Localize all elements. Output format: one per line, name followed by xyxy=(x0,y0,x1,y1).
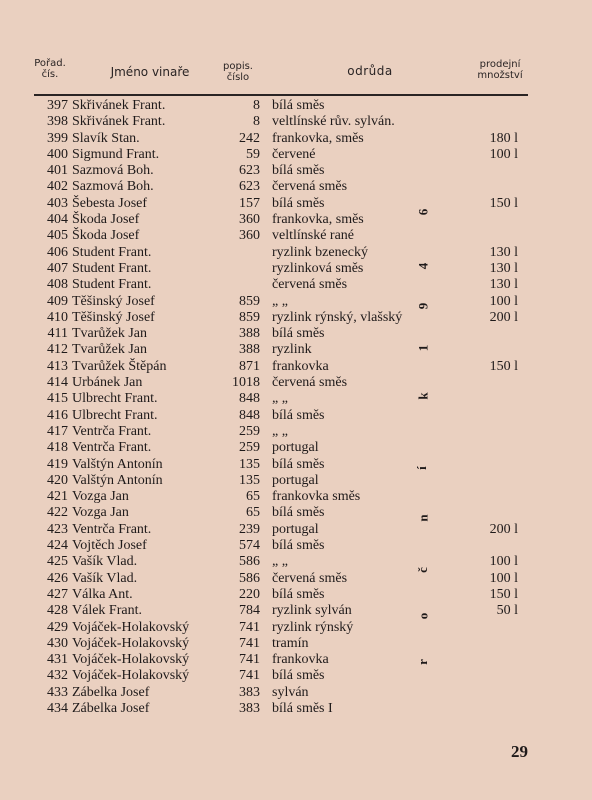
row-number: 407 xyxy=(47,260,68,276)
row-odruda: „ „ xyxy=(272,423,288,439)
row-number: 434 xyxy=(47,700,68,716)
row-number: 405 xyxy=(47,228,68,244)
row-odruda: bílá směs xyxy=(272,586,325,602)
row-name: Ulbrecht Frant. xyxy=(72,407,158,423)
row-popis: 259 xyxy=(239,423,260,439)
row-name: Vojáček-Holakovský xyxy=(72,619,190,635)
row-odruda: bílá směs I xyxy=(272,700,333,716)
row-odruda: frankovka, směs xyxy=(272,130,364,146)
table-row xyxy=(0,98,592,114)
row-popis: 65 xyxy=(246,505,260,521)
row-popis: 220 xyxy=(239,586,260,602)
row-popis: 871 xyxy=(239,358,260,374)
row-name: Tvarůžek Štěpán xyxy=(72,358,167,374)
row-name: Těšinský Josef xyxy=(72,293,155,309)
row-popis: 388 xyxy=(239,326,260,342)
row-popis: 65 xyxy=(246,489,260,505)
side-text-char: r xyxy=(414,659,430,665)
row-popis: 135 xyxy=(239,456,260,472)
row-name: Ulbrecht Frant. xyxy=(72,391,158,407)
row-number: 426 xyxy=(47,570,68,586)
table-row xyxy=(0,114,592,130)
row-name: Vojáček-Holakovský xyxy=(72,635,190,651)
row-popis: 623 xyxy=(239,163,260,179)
row-odruda: „ „ xyxy=(272,391,288,407)
row-popis: 59 xyxy=(246,146,260,162)
row-odruda: bílá směs xyxy=(272,407,325,423)
row-number: 424 xyxy=(47,538,68,554)
table-row xyxy=(0,505,592,521)
row-odruda: „ „ xyxy=(272,554,288,570)
header-popis-line2: číslo xyxy=(226,72,250,83)
table-row xyxy=(0,228,592,244)
table-header xyxy=(0,56,592,88)
row-odruda: ryzlink xyxy=(272,342,312,358)
table-row xyxy=(0,603,592,619)
row-prodej: 150 l xyxy=(489,586,518,602)
row-number: 423 xyxy=(47,521,68,537)
row-name: Škoda Josef xyxy=(72,212,140,228)
table-row xyxy=(0,277,592,293)
row-odruda: bílá směs xyxy=(272,668,325,684)
row-prodej: 100 l xyxy=(489,146,518,162)
row-number: 411 xyxy=(47,326,68,342)
row-name: Student Frant. xyxy=(72,260,152,276)
row-odruda: frankovka, směs xyxy=(272,212,364,228)
row-number: 419 xyxy=(47,456,68,472)
row-number: 422 xyxy=(47,505,68,521)
row-number: 416 xyxy=(47,407,68,423)
row-popis: 741 xyxy=(239,652,260,668)
row-popis: 586 xyxy=(239,554,260,570)
header-popis-line1: popis. xyxy=(223,61,253,72)
row-number: 397 xyxy=(47,98,68,113)
row-odruda: frankovka xyxy=(272,358,329,374)
row-name: Vojtěch Josef xyxy=(72,538,147,554)
row-number: 425 xyxy=(47,554,68,570)
row-prodej: 100 l xyxy=(489,570,518,586)
row-prodej: 100 l xyxy=(489,554,518,570)
table-row xyxy=(0,424,592,440)
row-prodej: 200 l xyxy=(489,309,518,325)
row-name: Zábelka Josef xyxy=(72,700,150,716)
table-row xyxy=(0,196,592,212)
row-popis: 157 xyxy=(239,195,260,211)
row-popis: 259 xyxy=(239,440,260,456)
row-popis: 242 xyxy=(239,130,260,146)
row-popis: 388 xyxy=(239,342,260,358)
table-row xyxy=(0,261,592,277)
row-popis: 741 xyxy=(239,619,260,635)
table-row xyxy=(0,245,592,261)
header-prodejni-line2: množství xyxy=(477,70,523,81)
row-popis: 859 xyxy=(239,293,260,309)
row-odruda: bílá směs xyxy=(272,326,325,342)
row-popis: 623 xyxy=(239,179,260,195)
table-row xyxy=(0,359,592,375)
row-odruda: frankovka xyxy=(272,652,329,668)
row-odruda: sylván xyxy=(272,684,309,700)
row-name: Vojáček-Holakovský xyxy=(72,652,190,668)
header-poradi-line2: čís. xyxy=(41,69,59,80)
row-odruda: červená směs xyxy=(272,179,348,195)
table-row xyxy=(0,538,592,554)
row-number: 430 xyxy=(47,635,68,651)
table-row xyxy=(0,131,592,147)
side-text-char: č xyxy=(414,567,430,573)
side-text-char: 1 xyxy=(415,344,431,352)
row-number: 415 xyxy=(47,391,68,407)
row-prodej: 130 l xyxy=(489,260,518,276)
table-row xyxy=(0,310,592,326)
row-odruda: portugal xyxy=(272,472,319,488)
table-row xyxy=(0,554,592,570)
table-row xyxy=(0,636,592,652)
row-name: Sigmund Frant. xyxy=(72,146,160,162)
table-row xyxy=(0,294,592,310)
row-number: 399 xyxy=(47,130,68,146)
row-number: 408 xyxy=(47,277,68,293)
side-text-char: í xyxy=(413,466,429,470)
row-name: Skřivánek Frant. xyxy=(72,114,166,130)
row-name: Slavík Stan. xyxy=(72,130,140,146)
row-odruda: bílá směs xyxy=(272,163,325,179)
row-number: 433 xyxy=(47,684,68,700)
table-row xyxy=(0,408,592,424)
row-number: 402 xyxy=(47,179,68,195)
row-number: 427 xyxy=(47,586,68,602)
side-text-char: o xyxy=(415,612,431,620)
row-number: 431 xyxy=(47,652,68,668)
table-row xyxy=(0,668,592,684)
table-row xyxy=(0,326,592,342)
row-popis: 383 xyxy=(239,684,260,700)
table-row xyxy=(0,391,592,407)
table-row xyxy=(0,701,592,717)
row-odruda: frankovka směs xyxy=(272,489,361,505)
table-row xyxy=(0,620,592,636)
header-popis xyxy=(212,61,264,83)
header-poradi-line1: Pořad. xyxy=(34,58,66,69)
row-name: Vašík Vlad. xyxy=(72,554,138,570)
row-name: Ventrča Frant. xyxy=(72,521,152,537)
row-prodej: 130 l xyxy=(489,277,518,293)
table-row xyxy=(0,652,592,668)
row-name: Ventrča Frant. xyxy=(72,423,152,439)
row-odruda: červená směs xyxy=(272,570,348,586)
header-odruda: odrůda xyxy=(347,64,393,78)
row-popis: 135 xyxy=(239,472,260,488)
row-name: Valštýn Antonín xyxy=(72,472,163,488)
row-number: 400 xyxy=(47,146,68,162)
row-number: 432 xyxy=(47,668,68,684)
row-name: Vozga Jan xyxy=(72,489,129,505)
row-popis: 8 xyxy=(253,114,260,130)
table-row xyxy=(0,375,592,391)
row-number: 406 xyxy=(47,244,68,260)
row-name: Sazmová Boh. xyxy=(72,163,154,179)
row-popis: 784 xyxy=(239,603,260,619)
row-name: Škoda Josef xyxy=(72,228,140,244)
row-odruda: veltlínské rův. sylván. xyxy=(272,114,395,130)
table-row xyxy=(0,147,592,163)
table-row xyxy=(0,212,592,228)
row-prodej: 150 l xyxy=(489,195,518,211)
row-prodej: 180 l xyxy=(489,130,518,146)
row-popis: 848 xyxy=(239,391,260,407)
row-number: 404 xyxy=(47,212,68,228)
table-body xyxy=(0,98,592,717)
row-name: Šebesta Josef xyxy=(72,195,148,211)
table-row xyxy=(0,587,592,603)
side-text-char: 9 xyxy=(415,302,431,310)
row-prodej: 150 l xyxy=(489,358,518,374)
row-name: Válka Ant. xyxy=(72,586,133,602)
row-popis: 360 xyxy=(239,228,260,244)
row-popis: 741 xyxy=(239,635,260,651)
row-odruda: červená směs xyxy=(272,277,348,293)
row-odruda: veltlínské rané xyxy=(272,228,355,244)
header-divider xyxy=(34,94,528,96)
row-name: Válek Frant. xyxy=(72,603,142,619)
row-odruda: portugal xyxy=(272,440,319,456)
row-odruda: ryzlink rýnský xyxy=(272,619,354,635)
row-prodej: 200 l xyxy=(489,521,518,537)
row-name: Zábelka Josef xyxy=(72,684,150,700)
row-number: 428 xyxy=(47,603,68,619)
table-row xyxy=(0,457,592,473)
row-popis: 574 xyxy=(239,538,260,554)
row-odruda: ryzlink rýnský, vlašský xyxy=(272,309,403,325)
row-odruda: bílá směs xyxy=(272,538,325,554)
row-name: Tvarůžek Jan xyxy=(72,326,148,342)
row-popis: 360 xyxy=(239,212,260,228)
table-row xyxy=(0,473,592,489)
row-name: Skřivánek Frant. xyxy=(72,98,166,113)
side-text-char: n xyxy=(415,514,431,522)
row-odruda: bílá směs xyxy=(272,505,325,521)
table-row xyxy=(0,489,592,505)
row-odruda: ryzlinková směs xyxy=(272,260,364,276)
row-odruda: červené xyxy=(272,146,316,162)
row-prodej: 130 l xyxy=(489,244,518,260)
table-row xyxy=(0,685,592,701)
row-odruda: tramín xyxy=(272,635,309,651)
row-number: 403 xyxy=(47,195,68,211)
table-row xyxy=(0,342,592,358)
row-odruda: červená směs xyxy=(272,375,348,391)
side-text-char: k xyxy=(415,392,431,400)
row-popis: 1018 xyxy=(232,375,260,391)
row-name: Ventrča Frant. xyxy=(72,440,152,456)
row-odruda: bílá směs xyxy=(272,98,325,113)
side-text-char: 6 xyxy=(415,208,431,216)
row-popis: 8 xyxy=(253,98,260,113)
header-name: Jméno vinaře xyxy=(110,65,190,79)
page-number: 29 xyxy=(511,742,528,761)
row-number: 417 xyxy=(47,423,68,439)
header-prodejni-line1: prodejní xyxy=(479,59,521,70)
row-number: 398 xyxy=(47,114,68,130)
table-row xyxy=(0,440,592,456)
header-poradi xyxy=(30,58,70,80)
row-number: 418 xyxy=(47,440,68,456)
row-odruda: bílá směs xyxy=(272,195,325,211)
row-number: 413 xyxy=(47,358,68,374)
row-number: 409 xyxy=(47,293,68,309)
row-popis: 383 xyxy=(239,700,260,716)
row-popis: 848 xyxy=(239,407,260,423)
row-name: Student Frant. xyxy=(72,277,152,293)
row-prodej: 50 l xyxy=(496,603,518,619)
row-number: 401 xyxy=(47,163,68,179)
row-prodej: 100 l xyxy=(489,293,518,309)
row-odruda: bílá směs xyxy=(272,456,325,472)
row-name: Vojáček-Holakovský xyxy=(72,668,190,684)
row-popis: 586 xyxy=(239,570,260,586)
row-number: 412 xyxy=(47,342,68,358)
row-popis: 239 xyxy=(239,521,260,537)
row-odruda: ryzlink bzenecký xyxy=(272,244,369,260)
row-number: 421 xyxy=(47,489,68,505)
row-name: Valštýn Antonín xyxy=(72,456,163,472)
row-name: Urbánek Jan xyxy=(72,375,143,391)
row-name: Student Frant. xyxy=(72,244,152,260)
row-popis: 859 xyxy=(239,309,260,325)
row-name: Sazmová Boh. xyxy=(72,179,154,195)
side-text-char: 4 xyxy=(415,262,431,270)
row-odruda: ryzlink sylván xyxy=(272,603,352,619)
row-odruda: „ „ xyxy=(272,293,288,309)
row-number: 410 xyxy=(47,309,68,325)
row-number: 414 xyxy=(47,375,68,391)
row-name: Vozga Jan xyxy=(72,505,129,521)
row-number: 420 xyxy=(47,472,68,488)
table-row xyxy=(0,163,592,179)
table-row xyxy=(0,571,592,587)
row-popis: 741 xyxy=(239,668,260,684)
table-row xyxy=(0,179,592,195)
row-name: Tvarůžek Jan xyxy=(72,342,148,358)
header-prodejni xyxy=(468,59,532,81)
row-number: 429 xyxy=(47,619,68,635)
row-odruda: portugal xyxy=(272,521,319,537)
row-name: Vašík Vlad. xyxy=(72,570,138,586)
table-row xyxy=(0,522,592,538)
row-name: Těšinský Josef xyxy=(72,309,155,325)
